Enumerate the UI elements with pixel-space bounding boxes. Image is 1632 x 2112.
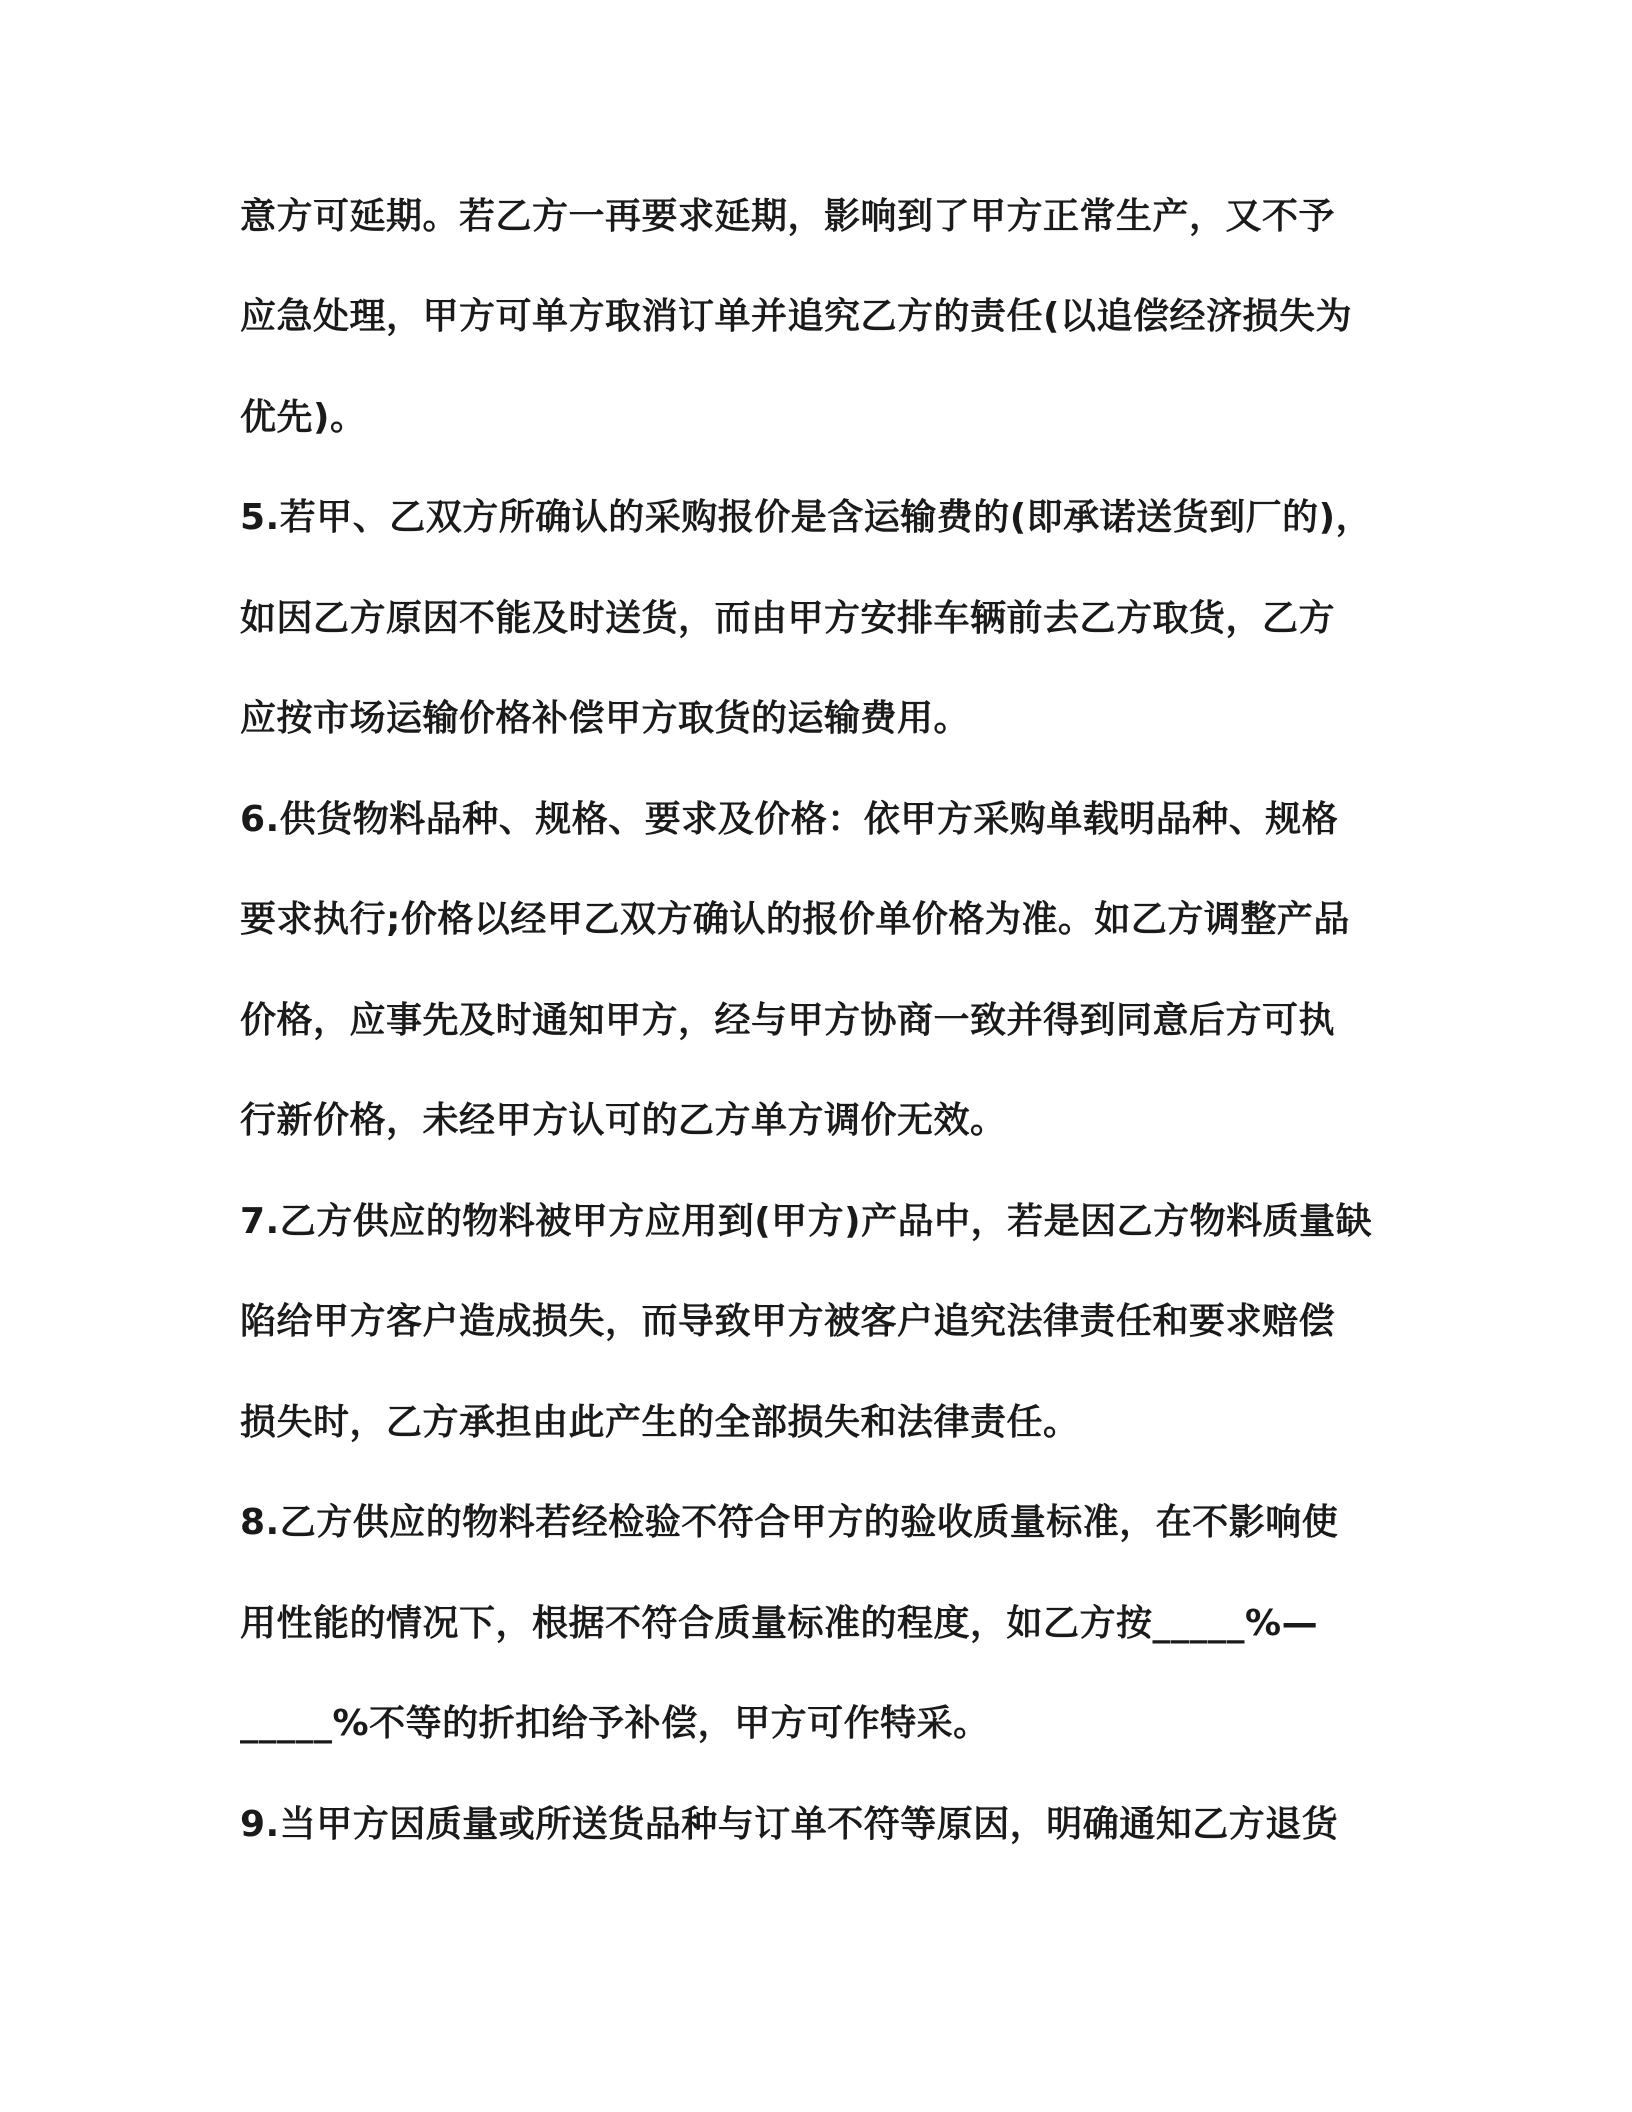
clause-8-line: 8.乙方供应的物料若经检验不符合甲方的验收质量标准，在不影响使 xyxy=(240,1502,1339,1543)
clause-7-line: 7.乙方供应的物料被甲方应用到(甲方)产品中，若是因乙方物料质量缺 xyxy=(240,1201,1373,1242)
text-line: 如因乙方原因不能及时送货，而由甲方安排车辆前去乙方取货，乙方 xyxy=(240,598,1336,639)
text-line: 应急处理，甲方可单方取消订单并追究乙方的责任(以追偿经济损失为 xyxy=(240,296,1352,337)
text-line: 陷给甲方客户造成损失，而导致甲方被客户追究法律责任和要求赔偿 xyxy=(240,1301,1336,1342)
text-line: 要求执行;价格以经甲乙双方确认的报价单价格为准。如乙方调整产品 xyxy=(240,899,1350,940)
clause-6-line: 6.供货物料品种、规格、要求及价格：依甲方采购单载明品种、规格 xyxy=(240,799,1339,840)
text-line: 用性能的情况下，根据不符合质量标准的程度，如乙方按_____%— xyxy=(240,1603,1319,1644)
clause-5-line: 5.若甲、乙双方所确认的采购报价是含运输费的(即承诺送货到厂的)， xyxy=(240,497,1373,538)
text-line: _____%不等的折扣给予补偿，甲方可作特采。 xyxy=(240,1703,990,1744)
text-line: 损失时，乙方承担由此产生的全部损失和法律责任。 xyxy=(240,1402,1080,1443)
text-line: 意方可延期。若乙方一再要求延期，影响到了甲方正常生产，又不予 xyxy=(240,196,1336,237)
clause-9-line: 9.当甲方因质量或所送货品种与订单不符等原因，明确通知乙方退货 xyxy=(240,1804,1339,1845)
text-line: 行新价格，未经甲方认可的乙方单方调价无效。 xyxy=(240,1100,1007,1141)
text-line: 价格，应事先及时通知甲方，经与甲方协商一致并得到同意后方可执 xyxy=(240,1000,1336,1041)
text-line: 应按市场运输价格补偿甲方取货的运输费用。 xyxy=(240,698,971,739)
text-line: 优先)。 xyxy=(240,397,367,438)
